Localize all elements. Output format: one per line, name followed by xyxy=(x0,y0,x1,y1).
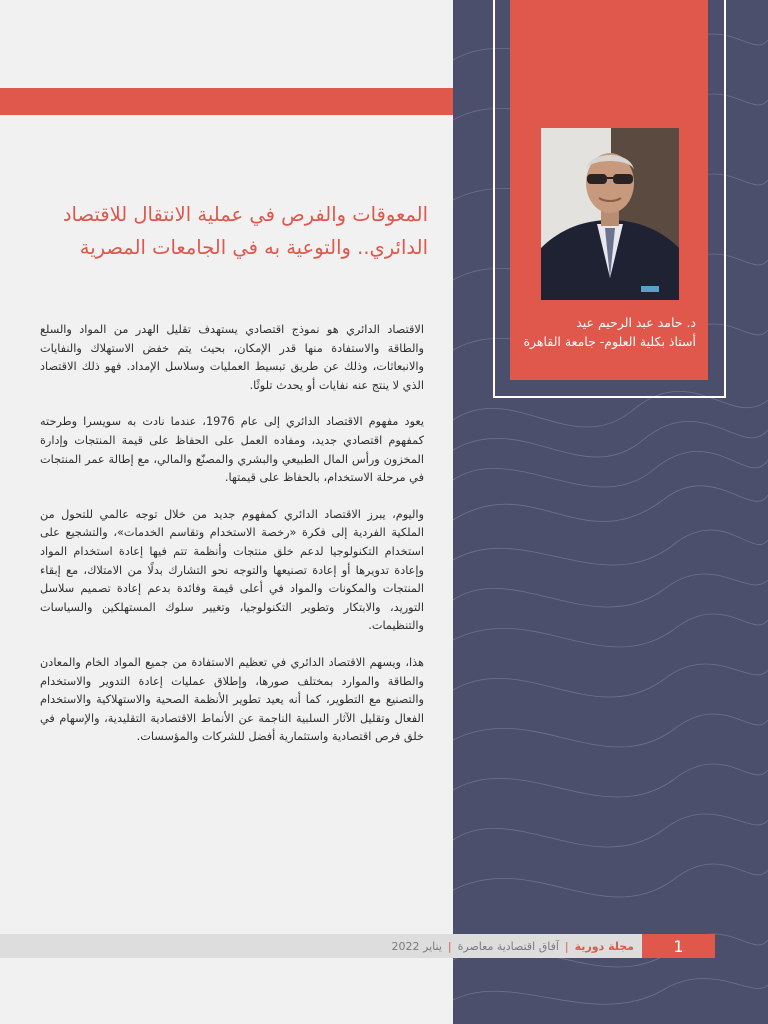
author-name: د. حامد عبد الرحيم عيد xyxy=(576,315,696,330)
author-photo xyxy=(541,128,679,300)
page-number: 1 xyxy=(642,934,715,958)
article-paragraph: واليوم، يبرز الاقتصاد الدائري كمفهوم جديد من خلال توجه عالمي للتحول من الملكية الفردية إلى فكرة «رخصة الاستخدام وتقاسم الخدمات»، والتشجيع على استخدام التكنولوجيا لدعم خلق منتجات وأنظمة تتم فيها إعادة استخدام المواد وإعادة تدويرها أو إعادة تصنيعها والتوجه نحو التشارك بدلًا من الامتلاك، مع إبقاء المنتجات والمكونات والمواد في أعلى قيمة وفائدة بدعم إعادة تصميم سلاسل التوريد، والابتكار وتطوير التكنولوجيا، وتغيير سلوك المستهلكين والسياسات والتنظيمات. xyxy=(40,507,424,633)
article-title: المعوقات والفرص في عملية الانتقال للاقتصاد الدائري.. والتوعية به في الجامعات المصرية xyxy=(62,203,428,259)
footer-magazine: مجلة دورية xyxy=(574,939,634,953)
footer-date: يناير 2022 xyxy=(391,939,442,953)
footer-separator: | xyxy=(564,939,569,953)
author-credit xyxy=(520,313,696,351)
article-body xyxy=(40,321,424,765)
article-paragraph: الاقتصاد الدائري هو نموذج اقتصادي يستهدف تقليل الهدر من المواد والسلع والطاقة والاستفادة منها قدر الإمكان، بحيث يتم خفض الاستهلاك والنفايات والانبعاثات، وذلك عن طريق تبسيط العمليات وسلاسل الإمداد. فهو ذلك الاقتصاد الذي لا ينتج عنه نفايات أو يحدث تلوثًا. xyxy=(40,323,424,392)
header-accent-bar xyxy=(0,88,453,115)
footer-separator: | xyxy=(447,939,452,953)
footer-series: آفاق اقتصادية معاصرة xyxy=(457,939,559,953)
article-paragraph: يعود مفهوم الاقتصاد الدائري إلى عام 1976، عندما نادت به سويسرا وطرحته كمفهوم اقتصادي جديد، ومفاده العمل على الحفاظ على قيمة المنتجات وإدارة المخزون ورأس المال الطبيعي والبشري والمصنّع والمالي، مع إطالة عمر المنتجات في مرحلة الاستخدام، بالحفاظ على قيمتها. xyxy=(40,415,425,485)
footer-info xyxy=(300,934,634,958)
article-paragraph: هذا، ويسهم الاقتصاد الدائري في تعظيم الاستفادة من جميع المواد الخام والمعادن والطاقة والموارد بمختلف صورها، وإطلاق عمليات إعادة التدوير والاستخدام والتصنيع مع التطوير، كما أنه يعيد تطوير الأنظمة الصحية والاستهلاكية والاستخدام الفعال وتقليل الآثار السلبية الناجمة عن الأنماط الاقتصادية التقليدية، والإسهام في خلق فرص اقتصادية واستثمارية أفضل للشركات والمؤسسات. xyxy=(40,655,424,744)
author-affiliation: أستاذ بكلية العلوم- جامعة القاهرة xyxy=(523,334,696,349)
